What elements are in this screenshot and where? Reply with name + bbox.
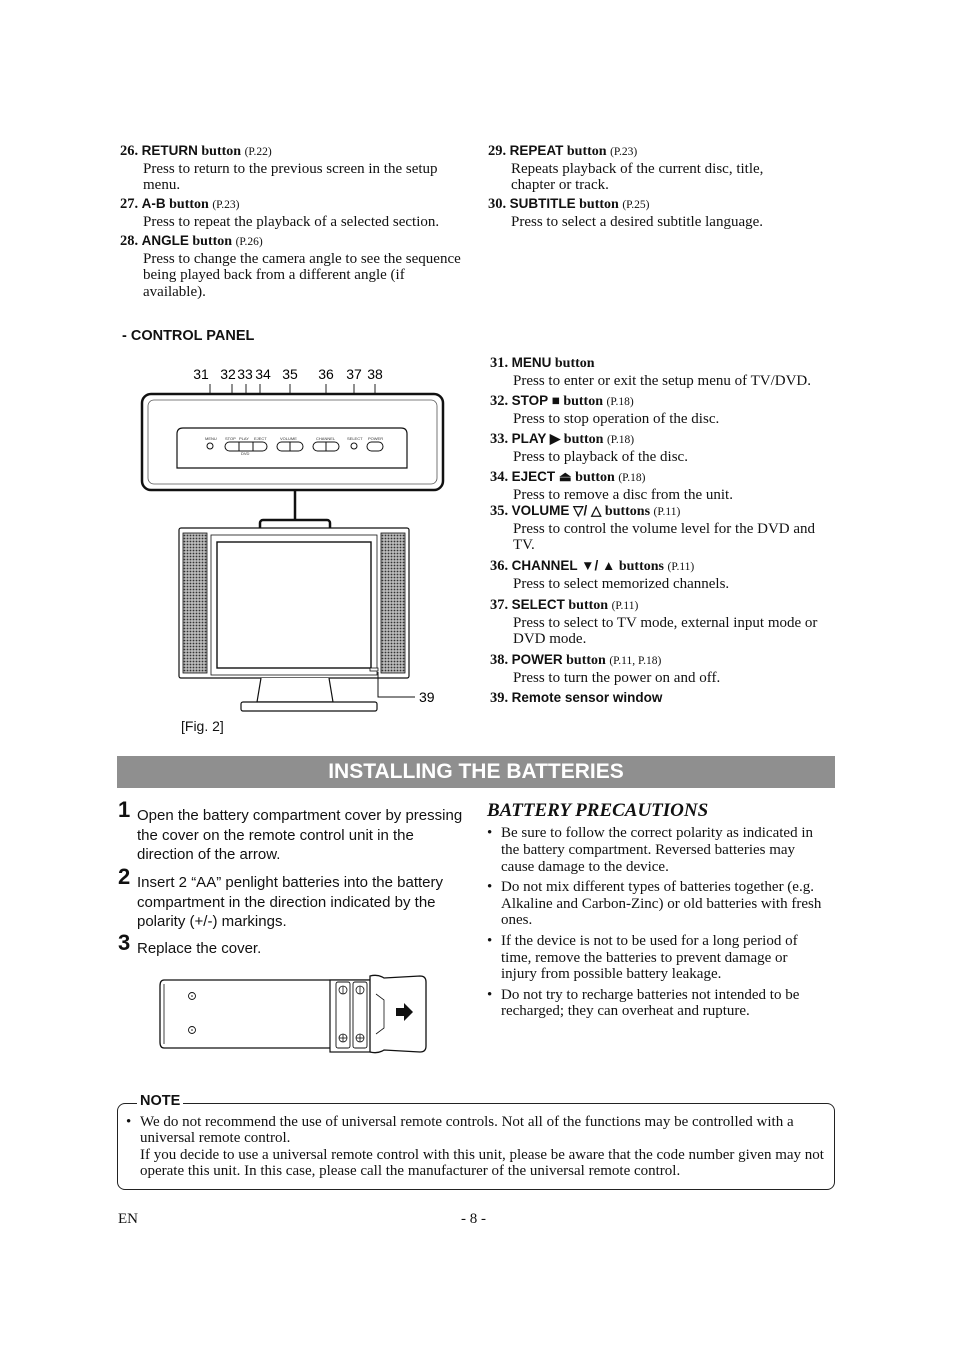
panel-label-stop: STOP [225,436,236,441]
note-text: • We do not recommend the use of universal remote controls. Not all of the functions may be controlled with a universal remote control. If you decide to use a universal remote control with this unit, please be aware that the code number given may not operate this unit. In this case, please call the manufacturer of the universal remote control. [126,1114,826,1180]
step-text: Insert 2 “AA” penlight batteries into the battery compartment in the direction indicated by the polarity (+/-) markings. [137,874,443,930]
callout-31: 31 [193,366,209,382]
item-a-b: 27. A-B button (P.23) Press to repeat the playback of a selected section. [120,196,470,230]
panel-label-dvd: DVD [241,451,250,456]
item-menu: 31. MENU button Press to enter or exit the setup menu of TV/DVD. [490,355,830,389]
list-item: • Be sure to follow the correct polarity as indicated in the battery compartment. Reversed batteries may cause damage to the device. [487,825,827,875]
list-item: • Do not try to recharge batteries not intended to be recharged; they can overheat and rupture. [487,987,827,1021]
item-desc: Press to enter or exit the setup menu of TV/DVD. [513,372,812,389]
page-number: - 8 - [461,1211,486,1227]
step-number: 2 [118,864,131,889]
item-desc: Press to turn the power on and off. [513,669,721,686]
note-line-2: If you decide to use a universal remote control with this unit, please be aware that the code number given may not operate this unit. In this case, please call the manufacturer of the universal remote control. [140,1146,824,1180]
item-subtitle: 30. SUBTITLE button (P.25) Press to select a desired subtitle language. [488,196,808,230]
callout-36: 36 [318,366,334,382]
section-banner: INSTALLING THE BATTERIES [117,756,835,788]
panel-label-eject: EJECT [254,436,267,441]
panel-label-channel: CHANNEL [316,436,336,441]
remote-battery-figure [158,970,430,1058]
item-play: 33. PLAY ▶ button (P.18) Press to playback of the disc. [490,431,830,465]
note-label: NOTE [137,1093,183,1109]
item-select: 37. SELECT button (P.11) Press to select to TV mode, external input mode or DVD mode. [490,597,830,648]
precautions-title: BATTERY PRECAUTIONS [487,800,709,821]
item-desc: Press to remove a disc from the unit. [513,486,733,503]
item-desc: Press to playback of the disc. [513,448,688,465]
item-eject: 34. EJECT ⏏ button (P.18) Press to remove a disc from the unit. [490,469,830,503]
item-return: 26. RETURN button (P.22) Press to return to the previous screen in the setup menu. [120,143,470,194]
step-text: Replace the cover. [137,940,262,957]
panel-label-volume: VOLUME [280,436,297,441]
step-2 [118,864,470,932]
control-panel-heading: - CONTROL PANEL [122,328,255,344]
callout-35: 35 [282,366,298,382]
item-desc: Repeats playback of the current disc, title, chapter or track. [511,160,764,193]
callout-34: 34 [255,366,271,382]
step-1 [118,797,470,865]
panel-label-play: PLAY [239,436,249,441]
step-number: 1 [118,797,131,822]
callout-37: 37 [346,366,362,382]
panel-label-menu: MENU [205,436,217,441]
item-repeat: 29. REPEAT button (P.23) Repeats playback of the current disc, title, chapter or track. [488,143,788,194]
item-remote-sensor: 39. Remote sensor window [490,690,663,706]
item-desc: Press to change the camera angle to see the sequence being played back from a different angle (if available). [143,250,461,300]
step-text: Open the battery compartment cover by pressing the cover on the remote control unit in the direction of the arrow. [137,807,463,863]
item-power: 38. POWER button (P.11, P.18) Press to turn the power on and off. [490,652,830,686]
item-desc: Press to return to the previous screen in the setup menu. [143,160,438,193]
list-item: • If the device is not to be used for a long period of time, remove the batteries to prevent damage or injury from possible battery leakage. [487,933,827,983]
footer-language: EN [118,1211,138,1227]
control-panel-figure [135,360,455,745]
figure-caption: [Fig. 2] [181,718,224,734]
step-3 [118,930,470,959]
item-volume: 35. VOLUME ▽/ △ buttons (P.11) Press to control the volume level for the DVD and TV. [490,503,830,554]
item-stop: 32. STOP ■ button (P.18) Press to stop operation of the disc. [490,393,830,427]
item-desc: Press to control the volume level for the DVD and TV. [513,520,816,553]
step-number: 3 [118,930,131,955]
item-channel: 36. CHANNEL ▼/ ▲ buttons (P.11) Press to select memorized channels. [490,558,830,592]
item-desc: Press to select memorized channels. [513,575,730,592]
item-desc: Press to select to TV mode, external input mode or DVD mode. [513,614,818,647]
item-desc: Press to stop operation of the disc. [513,410,720,427]
item-desc: Press to select a desired subtitle language. [511,213,764,230]
precautions-list [487,825,827,1024]
item-desc: Press to repeat the playback of a selected section. [143,213,440,230]
callout-32: 32 [220,366,236,382]
item-angle: 28. ANGLE button (P.26) Press to change the camera angle to see the sequence being played back from a different angle (if available). [120,233,470,300]
list-item: • Do not mix different types of batteries together (e.g. Alkaline and Carbon-Zinc) or old batteries with fresh ones. [487,879,827,929]
panel-label-power: POWER [368,436,384,441]
callout-33: 33 [237,366,253,382]
panel-label-select: SELECT [347,436,363,441]
callout-38: 38 [367,366,383,382]
callout-39: 39 [419,689,435,705]
note-line-1: We do not recommend the use of universal remote controls. Not all of the functions may be controlled with a universal remote control. [140,1114,794,1147]
